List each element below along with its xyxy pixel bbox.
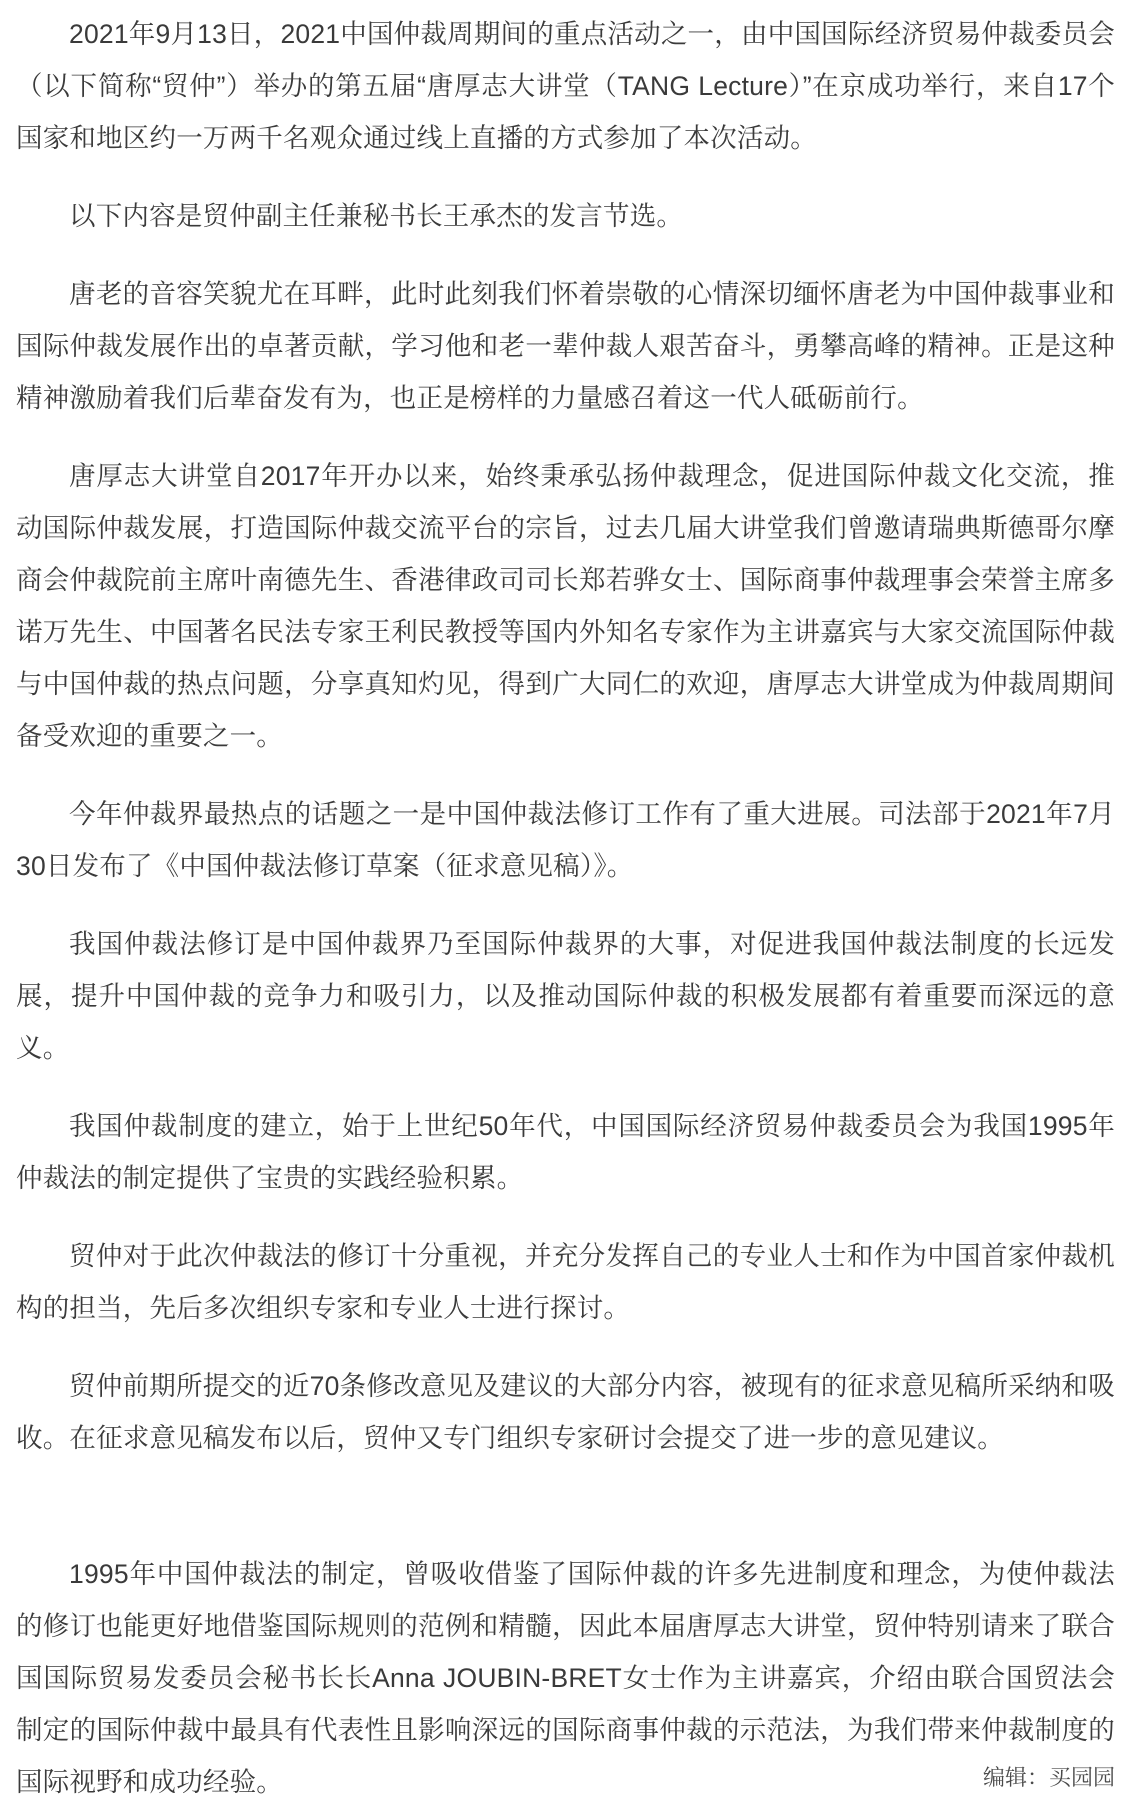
article-paragraph-4: 唐厚志大讲堂自2017年开办以来，始终秉承弘扬仲裁理念，促进国际仲裁文化交流，推动国际仲裁发展，打造国际仲裁交流平台的宗旨，过去几届大讲堂我们曾邀请瑞典斯德哥尔摩商会仲裁院前主席叶南德先生、香港律政司司长郑若骅女士、国际商事仲裁理事会荣誉主席多诺万先生、中国著名民法专家王利民教授等国内外知名专家作为主讲嘉宾与大家交流国际仲裁与中国仲裁的热点问题，分享真知灼见，得到广大同仁的欢迎，唐厚志大讲堂成为仲裁周期间备受欢迎的重要之一。 — [16, 461, 1115, 751]
editor-credit: 编辑：买园园 — [982, 1765, 1115, 1790]
article-paragraph-2: 以下内容是贸仲副主任兼秘书长王承杰的发言节选。 — [69, 201, 684, 231]
article-paragraph-8: 贸仲对于此次仲裁法的修订十分重视，并充分发挥自己的专业人士和作为中国首家仲裁机构的担当，先后多次组织专家和专业人士进行探讨。 — [16, 1241, 1115, 1323]
article-paragraph-5: 今年仲裁界最热点的话题之一是中国仲裁法修订工作有了重大进展。司法部于2021年7月30日发布了《中国仲裁法修订草案（征求意见稿）》。 — [16, 799, 1115, 881]
article-paragraph-10: 1995年中国仲裁法的制定，曾吸收借鉴了国际仲裁的许多先进制度和理念，为使仲裁法的修订也能更好地借鉴国际规则的范例和精髓，因此本届唐厚志大讲堂，贸仲特别请来了联合国国际贸易发委员会秘书长长Anna JOUBIN-BRET女士作为主讲嘉宾，介绍由联合国贸法会制定的国际仲裁中最具有代表性且影响深远的国际商事仲裁的示范法，为我们带来仲裁制度的国际视野和成功经验。 — [16, 1559, 1115, 1797]
article-paragraph-9: 贸仲前期所提交的近70条修改意见及建议的大部分内容，被现有的征求意见稿所采纳和吸收。在征求意见稿发布以后，贸仲又专门组织专家研讨会提交了进一步的意见建议。 — [16, 1371, 1115, 1453]
article-paragraph-6: 我国仲裁法修订是中国仲裁界乃至国际仲裁界的大事，对促进我国仲裁法制度的长远发展，提升中国仲裁的竞争力和吸引力，以及推动国际仲裁的积极发展都有着重要而深远的意义。 — [16, 929, 1115, 1063]
paragraph-spacer — [16, 1490, 1115, 1548]
article-paragraph-1: 2021年9月13日，2021中国仲裁周期间的重点活动之一，由中国国际经济贸易仲裁委员会（以下简称“贸仲”）举办的第五届“唐厚志大讲堂（TANG Lecture）”在京成功举行，来自17个国家和地区约一万两千名观众通过线上直播的方式参加了本次活动。 — [16, 19, 1115, 153]
article-paragraph-7: 我国仲裁制度的建立，始于上世纪50年代，中国国际经济贸易仲裁委员会为我国1995年仲裁法的制定提供了宝贵的实践经验积累。 — [16, 1111, 1115, 1193]
article-paragraph-3: 唐老的音容笑貌尤在耳畔，此时此刻我们怀着崇敬的心情深切缅怀唐老为中国仲裁事业和国际仲裁发展作出的卓著贡献，学习他和老一辈仲裁人艰苦奋斗，勇攀高峰的精神。正是这种精神激励着我们后辈奋发有为，也正是榜样的力量感召着这一代人砥砺前行。 — [16, 279, 1115, 413]
